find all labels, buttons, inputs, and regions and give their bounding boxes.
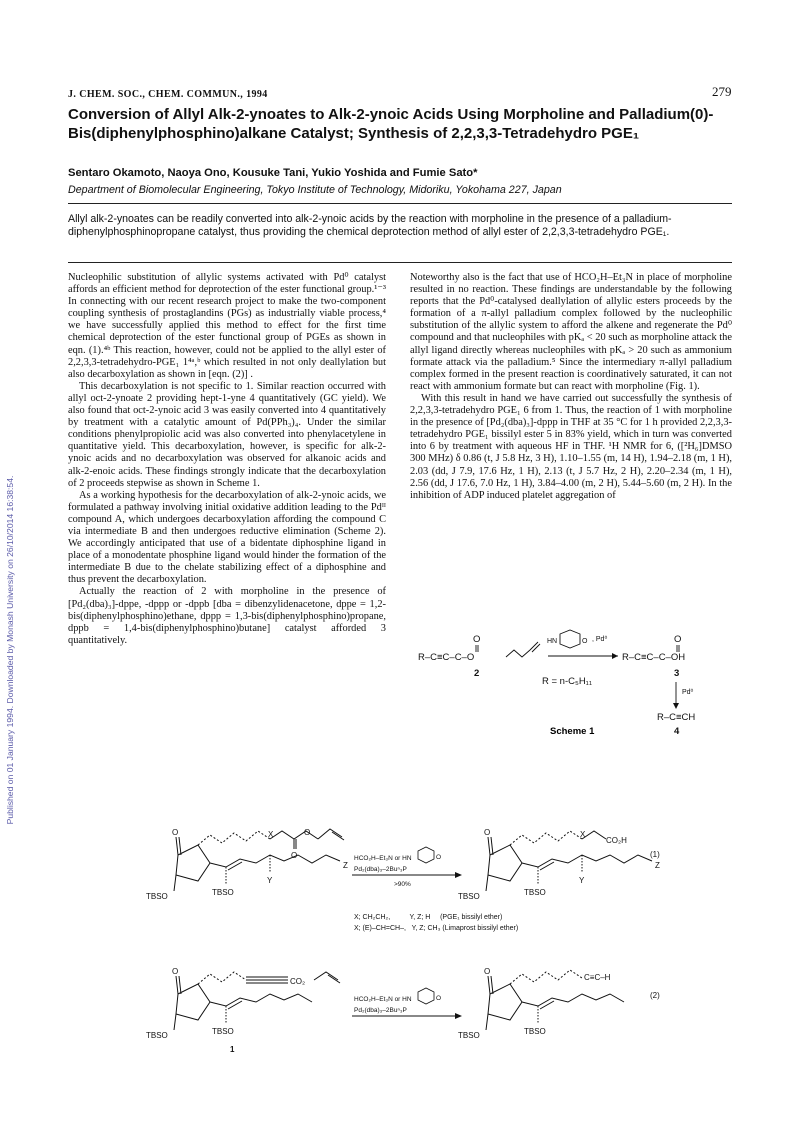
ketone-bond [179,976,181,994]
pd-catalyst-label: Pd⁰ [682,689,694,696]
tbso-label: TBSO [212,888,234,897]
alpha-chain [198,831,270,845]
page-number: 279 [712,84,732,99]
paragraph: With this result in hand we have carried out successfully the synthesis of 2,2,3,3-tetradehydro PGE₁ 6 from 1. Thus, the reaction of 1 with morpholine in the presence of [Pd₂(dba)₃]-dppp in THF at 35 °C for 1 h provided 2,2,3,3-tetradehydro PGE₁ bissilyl ester 5 in 83% yield, which in turn was converted into 6 by treatment with aqueous HF in THF. ¹H NMR for 6, ([²H₆]DMSO 300 MHz) δ 0.86 (t, J 5.8 Hz, 3 H), 1.10–1.55 (m, 14 H), 1.94–2.18 (m, 1 H), 2.03 (dd, J 7.9, 17.6 Hz, 1 H), 2.13 (t, J 5.7 Hz, 2 H), 2.20–2.34 (m, 1 H), 2.56 (dd, J 17.6, 7.0 Hz, 1 H), 3.84–4.00 (m, 2 H), 5.44–5.60 (m, 2 H). In the inhibition of ADP induced platelet aggregation of [410,392,732,501]
definition-line-1: X; CH₂CH₂, Y, Z; H (PGE₁ bissilyl ether) [354,914,503,921]
tbso-bond [486,875,488,891]
allyl-double-bond [328,975,340,983]
terminal-alkyne-label: C≡C–H [584,973,611,982]
paragraph: Noteworthy also is the fact that use of HCO₂H–Et₃N in place of morpholine resulted in no reaction. These findings are understandable by the following reports that the Pd⁰-catalysed deallylation of allylic esters proceeds by the formation of a π-allyl palladium complex followed by the nucleophilic substitution of the allylic system to afford the alkene and regenerate the Pd⁰ compound and that nucleophiles with pKₐ < 20 such as morpholine attack the allyl ligand directly whereas nucleophiles with pKₐ > 20 such as ammonium formate attack via the palladium.⁵ Since the intermediary π-allyl palladium complex formed in the present reaction is coordinatively saturated, it can not react with ammonium formate but can react with morpholine (Fig. 1). [410,272,732,392]
ketone-o: O [172,967,179,976]
paragraph: As a working hypothesis for the decarboxylation of alk-2-ynoic acids, we formulated a pathway involving initial oxidative addition leading to the Pdᴵᴵ compound A, which undergoes decarboxylation affording the compound C via intermediate B and then undergoes reductive elimination (Scheme 2). We accordingly anticipated that use of a bidentate diphosphine ligand in place of a monodentate phosphine ligand would hinder the formation of the intermediate B due to the chelate stabilizing effect of a diphosphine and thus prevent the decarboxylation. [68,489,386,586]
divider-bottom [68,262,732,263]
reagent-pd: , Pd⁰ [592,636,608,643]
compound-4-label: 4 [674,726,680,737]
reagent-line-1: HCO₂H–Et₃N or HN [354,996,412,1003]
equation-2 [118,958,738,1068]
reagent-line-2: Pd₂(dba)₃–2Buⁿ₃P [354,866,407,873]
co2h-label: CO₂H [606,836,627,845]
divider-top [68,203,732,204]
ketone-o: O [172,828,179,837]
author-list: Sentaro Okamoto, Naoya Ono, Kousuke Tani, Yukio Yoshida and Fumie Sato* [68,167,478,179]
omega-double-bond [228,862,242,870]
z-label: Z [343,861,348,870]
alpha-chain-acid [582,831,606,839]
tbso-label: TBSO [524,1027,546,1036]
morpholine-o: O [582,638,588,645]
yield-label: >90% [394,881,411,888]
allyl-double-bond [332,832,344,840]
morpholine-o: O [436,995,442,1002]
tbso-label: TBSO [212,1027,234,1036]
scheme1-product-o: O [674,634,682,645]
allyl-group [318,829,342,839]
co2-label: CO₂ [290,977,306,986]
omega-double-bond [540,862,554,870]
arrow-head-icon [673,703,679,709]
scheme-caption: Scheme 1 [550,726,595,737]
compound-1-label: 1 [230,1045,235,1054]
equation-1 [118,815,738,955]
morpholine-ring-icon [418,847,434,863]
tbso-label: TBSO [458,1031,480,1040]
reagent-line-2: Pd₂(dba)₃–2Buⁿ₃P [354,1007,407,1014]
affiliation: Department of Biomolecular Engineering, Tokyo Institute of Technology, Midoriku, Yokohama 227, Japan [68,184,562,196]
paragraph: Nucleophilic substitution of allylic systems activated with Pd⁰ catalyst affords an efficient method for deprotection of the ester functional group.¹⁻³ In connecting with our recent research project to make the two-component coupling synthesis of prostaglandins (PGs) as industrially viable process,⁴ we have successfully applied this method to effect for the first time chemical deprotection of the ester functional group of PGEs as shown in eqn. (1).⁴ᵇ This reaction, however, could not be applied to the allyl ester of 2,2,3,3-tetradehydro-PGE₁ 1⁴ᵃ,ᵇ which resulted in not only deallylation but also decarboxylation as shown in [eqn. (2)] . [68,272,386,380]
tbso-bond [486,1014,488,1030]
alpha-chain [198,972,246,984]
cyclopentanone-ring [488,845,522,881]
scheme1-carbonyl-o: O [473,634,481,645]
ketone-bond [176,976,178,994]
download-watermark [3,270,17,1030]
morpholine-hn: HN [547,638,558,645]
tbso-label: TBSO [458,892,480,901]
arrow-head-icon [612,653,618,659]
ketone-o: O [484,967,491,976]
omega-chain [522,994,624,1006]
cyclopentanone-ring [176,845,210,881]
tbso-bond [174,1014,176,1030]
tbso-label: TBSO [146,892,168,901]
scheme1-final: R–C≡CH [657,712,696,723]
reagent-line-1: HCO₂H–Et₃N or HN [354,855,412,862]
alpha-chain [510,970,582,984]
omega-double-bond [540,1001,554,1009]
paragraph: Actually the reaction of 2 with morpholine in the presence of [Pd₂(dba)₃]-dppe, -dppp or -dppb [dba = dibenzylidenacetone, dppe = 1,2-bis(diphenylphosphino)ethane, dppp = 1,3-bis(diphenylphosphino)propane, dppb = 1,4-bis(diphenylphosphino)butane] catalyst afforded 3 quantitatively. [68,586,386,646]
equation-number: (2) [650,991,660,1000]
running-head: J. CHEM. SOC., CHEM. COMMUN., 1994 [68,89,268,100]
ketone-bond [491,976,493,994]
alpha-chain [510,831,582,845]
omega-double-bond [228,1001,242,1009]
arrow-head-icon [455,1013,462,1019]
z-label: Z [655,861,660,870]
cyclopentanone-ring [176,984,210,1020]
article-title: Conversion of Allyl Alk-2-ynoates to Alk-2-ynoic Acids Using Morpholine and Palladium(0)-Bis(diphenylphosphino)alkane Catalyst; Synthesis of 2,2,3,3-Tetradehydro PGE₁ [68,106,714,142]
equation-number: (1) [650,850,660,859]
ketone-bond [179,837,181,855]
paragraph: This decarboxylation is not specific to 1. Similar reaction occurred with allyl oct-2-ynoate 2 providing hept-1-yne 4 quantitatively (GC yield). We also found that oct-2-ynoic acid 3 was easily converted into 4 quantitatively by treatment with a catalytic amount of Pd(PPh₃)₄. Under the similar conditions phenylpropiolic acid was also converted into phenylacetylene in quantitative yield. This decarboxylation, however, is specific for alk-2-ynoic acids and no decarboxylation was observed for alkanoic acids and alk-2-enoic acids. These findings strongly indicate that the decarboxylation of 2 proceeds stepwise as shown in Scheme 1. [68,380,386,489]
scheme-1 [410,612,740,740]
carbonyl-o: O [291,851,298,860]
ketone-bond [491,837,493,855]
tbso-label: TBSO [524,888,546,897]
abstract: Allyl alk-2-ynoates can be readily converted into alk-2-ynoic acids by the reaction with morpholine in the presence of a palladium-diphenylphosphinopropane catalyst, thus providing the chemical deprotection method of allyl ester of 2,2,3,3-tetradehydro PGE₁. [68,213,672,239]
omega-chain [522,855,652,867]
x-label: X [580,830,586,839]
y-label: Y [579,876,585,885]
omega-chain [210,855,340,867]
download-note: Published on 01 January 1994. Downloaded by Monash University on 26/10/2014 16:38:54. [5,475,15,825]
body-left-column [68,272,386,647]
compound-3-label: 3 [674,668,680,679]
scheme1-reactant: R–C≡C–C–O [418,652,475,663]
y-label: Y [267,876,273,885]
ester-o: O [304,828,311,837]
r-definition: R = n-C₅H₁₁ [542,676,593,687]
x-label: X [268,830,274,839]
ketone-bond [488,976,490,994]
omega-chain [210,994,312,1006]
arrow-head-icon [455,872,462,878]
morpholine-ring-icon [560,630,580,648]
ketone-bond [488,837,490,855]
allyl-double-bond [532,644,540,652]
ketone-o: O [484,828,491,837]
alpha-chain-ester [270,831,318,839]
scheme1-product: R–C≡C–C–OH [622,652,686,663]
morpholine-ring-icon [418,988,434,1004]
tbso-bond [174,875,176,891]
body-right-column [410,272,732,502]
compound-2-label: 2 [474,668,480,679]
ketone-bond [176,837,178,855]
cyclopentanone-ring [488,984,522,1020]
allyl-chain [506,642,538,657]
morpholine-o: O [436,854,442,861]
tbso-label: TBSO [146,1031,168,1040]
definition-line-2: X; (E)–CH=CH–, Y, Z; CH₃ (Limaprost bissilyl ether) [354,925,519,932]
